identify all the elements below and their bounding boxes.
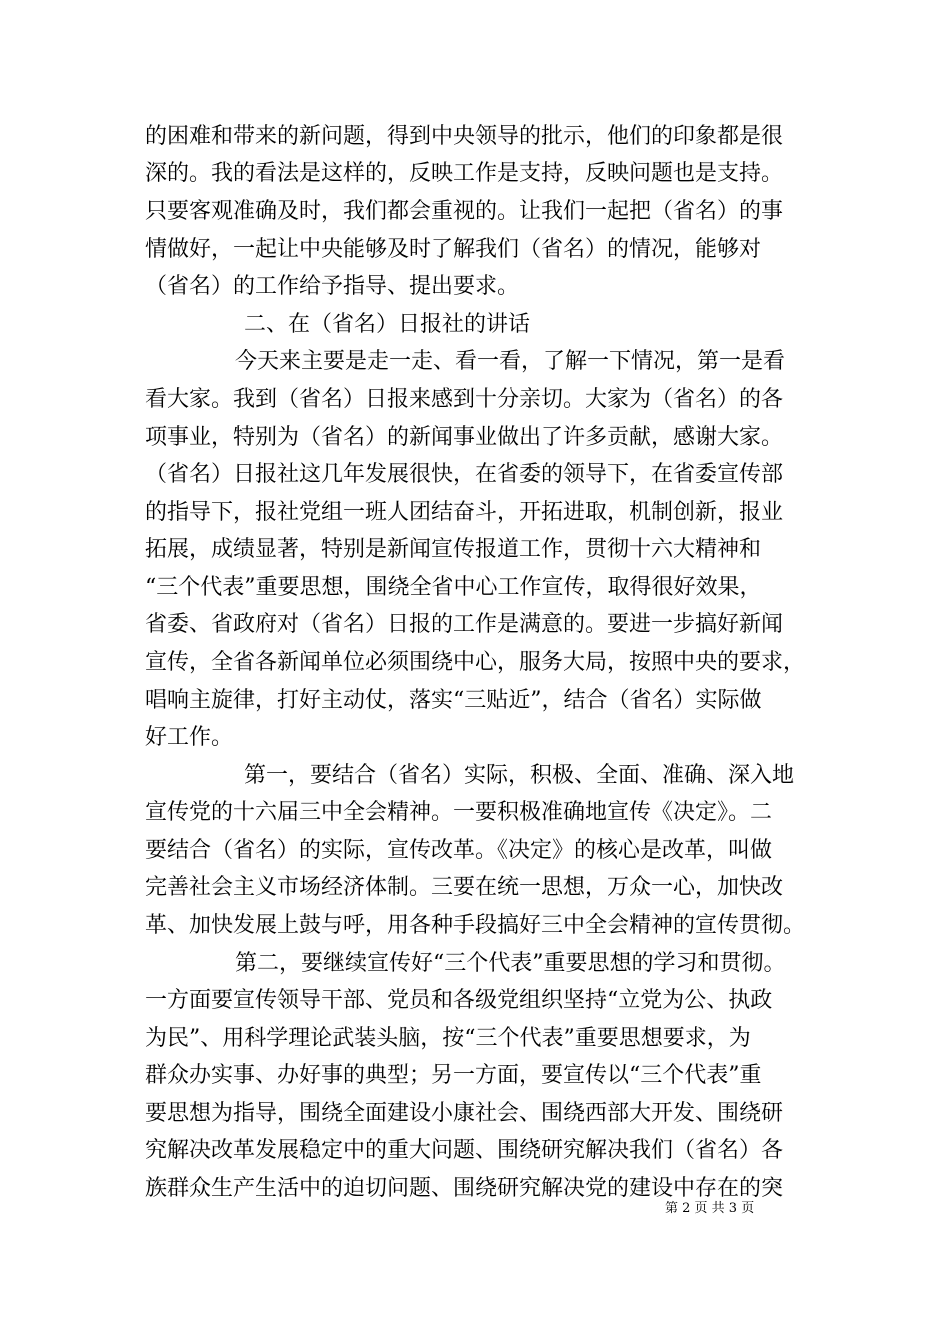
section-heading: 二、在（省名）日报社的讲话: [244, 312, 531, 337]
text-line: 好工作。: [145, 725, 234, 750]
text-line: （省名）的工作给予指导、提出要求。: [145, 274, 520, 299]
text-line: 宣传，全省各新闻单位必须围绕中心，服务大局，按照中央的要求，: [145, 650, 806, 675]
text-line: 项事业，特别为（省名）的新闻事业做出了许多贡献，感谢大家。: [145, 425, 784, 450]
text-line: 只要客观准确及时，我们都会重视的。让我们一起把（省名）的事: [145, 199, 784, 224]
text-line: “三个代表”重要思想，围绕全省中心工作宣传，取得很好效果，: [145, 575, 762, 600]
text-line: 第一，要结合（省名）实际，积极、全面、准确、深入地: [244, 763, 795, 788]
text-line: 的指导下，报社党组一班人团结奋斗，开拓进取，机制创新，报业: [145, 500, 784, 525]
text-line: 今天来主要是走一走、看一看，了解一下情况，第一是看: [235, 349, 786, 374]
text-line: 群众办实事、办好事的典型；另一方面，要宣传以“三个代表”重: [145, 1063, 762, 1088]
text-line: 革、加快发展上鼓与呼，用各种手段搞好三中全会精神的宣传贯彻。: [145, 913, 806, 938]
text-line: 深的。我的看法是这样的，反映工作是支持，反映问题也是支持。: [145, 161, 784, 186]
text-line: （省名）日报社这几年发展很快，在省委的领导下，在省委宣传部: [145, 462, 784, 487]
text-line: 族群众生产生活中的迫切问题、围绕研究解决党的建设中存在的突: [145, 1176, 784, 1201]
text-line: 要结合（省名）的实际，宣传改革。《决定》的核心是改革，叫做: [145, 838, 773, 863]
text-line: 究解决改革发展稳定中的重大问题、围绕研究解决我们（省名）各: [145, 1138, 784, 1163]
text-line: 完善社会主义市场经济体制。三要在统一思想，万众一心，加快改: [145, 875, 784, 900]
page-number-footer: 第 2 页 共 3 页: [665, 1201, 755, 1216]
text-line: 的困难和带来的新问题，得到中央领导的批示，他们的印象都是很: [145, 124, 784, 149]
text-line: 一方面要宣传领导干部、党员和各级党组织坚持“立党为公、执政: [145, 988, 773, 1013]
text-line: 情做好，一起让中央能够及时了解我们（省名）的情况，能够对: [145, 237, 762, 262]
text-line: 唱响主旋律，打好主动仗，落实“三贴近”，结合（省名）实际做: [145, 688, 762, 713]
text-line: 为民”、用科学理论武装头脑，按“三个代表”重要思想要求，为: [145, 1026, 751, 1051]
text-line: 要思想为指导，围绕全面建设小康社会、围绕西部大开发、围绕研: [145, 1101, 784, 1126]
text-line: 拓展，成绩显著，特别是新闻宣传报道工作，贯彻十六大精神和: [145, 537, 762, 562]
text-line: 看大家。我到（省名）日报来感到十分亲切。大家为（省名）的各: [145, 387, 784, 412]
text-line: 宣传党的十六届三中全会精神。一要积极准确地宣传《决定》。二: [145, 800, 773, 825]
text-line: 省委、省政府对（省名）日报的工作是满意的。要进一步搞好新闻: [145, 612, 784, 637]
text-line: 第二，要继续宣传好“三个代表”重要思想的学习和贯彻。: [235, 951, 786, 976]
